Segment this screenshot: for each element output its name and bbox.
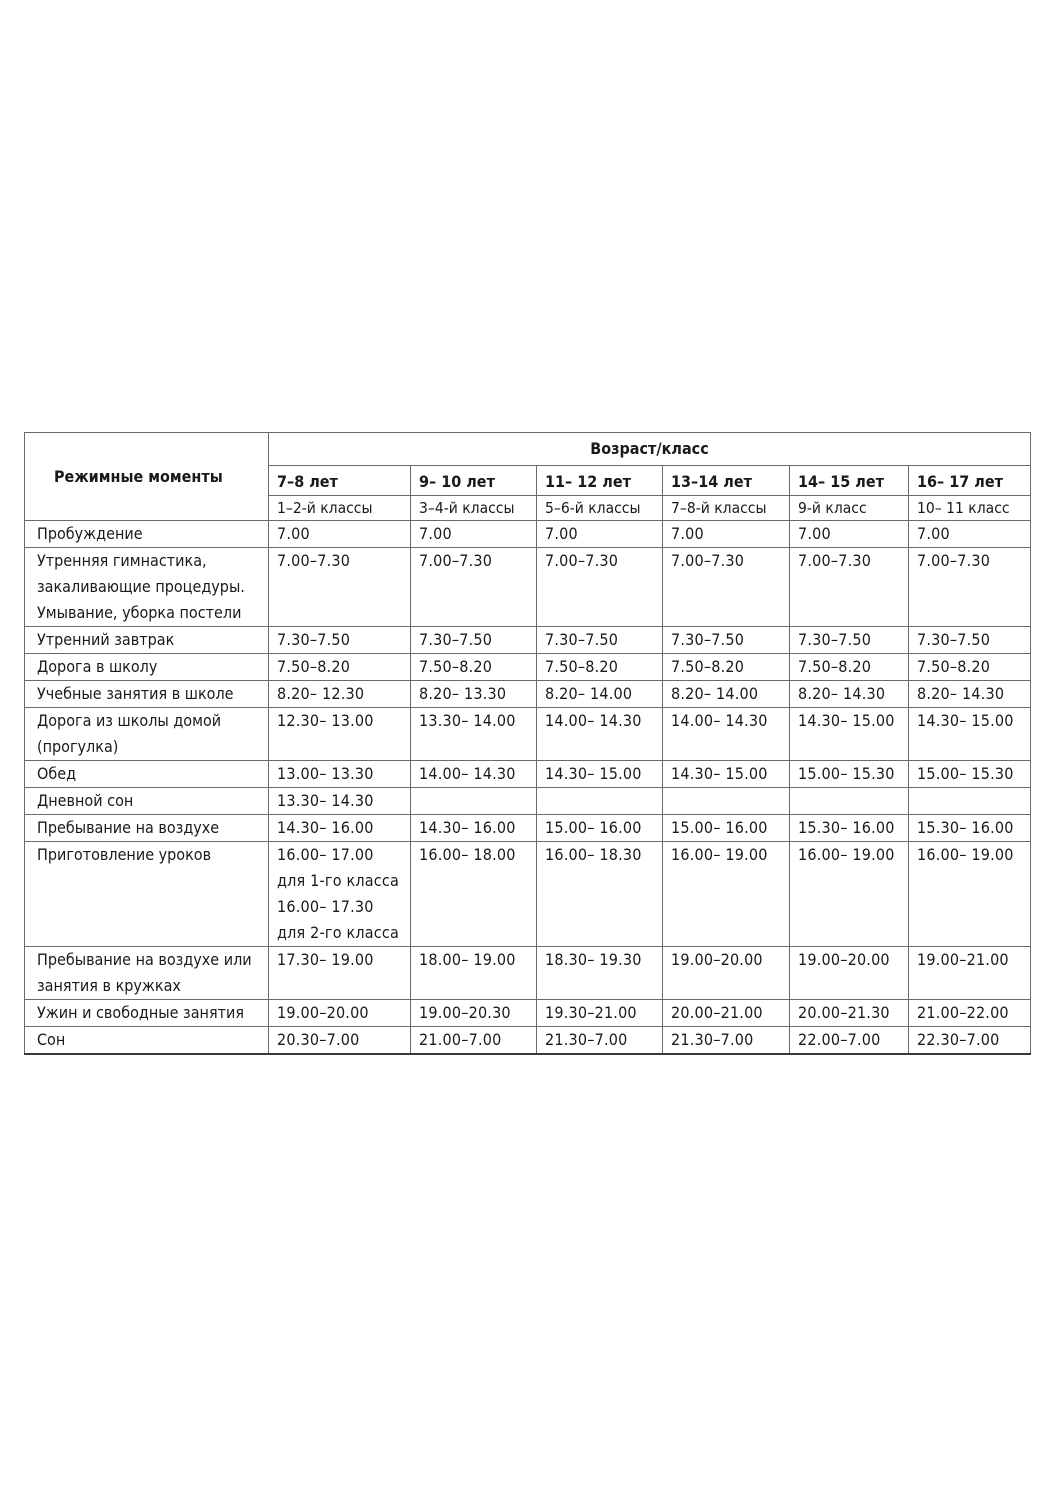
routine-label-cell [25, 1027, 269, 1055]
age-header: 16– 17 лет [909, 466, 1031, 496]
time-value: 19.00–20.30 [419, 1003, 511, 1022]
time-value: 7.50–8.20 [419, 657, 493, 676]
time-value: 7.00–7.30 [798, 551, 872, 570]
time-value: 15.00– 15.30 [917, 764, 1014, 783]
time-cell [411, 761, 537, 788]
routine-label-line: занятия в кружках [37, 976, 181, 995]
age-header: 7–8 лет [269, 466, 411, 496]
routine-label-line: Учебные занятия в школе [37, 684, 234, 703]
time-value: 15.00– 16.00 [545, 818, 642, 837]
routine-label-cell [25, 842, 269, 947]
time-cell [411, 788, 537, 815]
time-cell [790, 708, 909, 761]
table-row [25, 548, 1031, 627]
time-value: 22.30–7.00 [917, 1030, 1000, 1049]
time-value: 20.30–7.00 [277, 1030, 360, 1049]
table-row [25, 788, 1031, 815]
time-value: 7.00 [277, 524, 310, 543]
time-cell [909, 654, 1031, 681]
time-cell [909, 947, 1031, 1000]
time-value: 7.30–7.50 [419, 630, 493, 649]
time-cell [269, 788, 411, 815]
age-class-group-header: Возраст/класс [269, 433, 1031, 466]
time-cell [269, 681, 411, 708]
time-cell [269, 708, 411, 761]
time-cell [269, 654, 411, 681]
class-header: 7–8-й классы [663, 496, 790, 521]
corner-header: Режимные моменты [25, 433, 269, 521]
time-value: 16.00– 17.30 [277, 897, 374, 916]
time-value: 19.00–20.00 [798, 950, 890, 969]
time-value: 7.50–8.20 [917, 657, 991, 676]
class-header: 1–2-й классы [269, 496, 411, 521]
time-value: 16.00– 19.00 [671, 845, 768, 864]
time-cell [537, 842, 663, 947]
time-cell [909, 521, 1031, 548]
time-value: 16.00– 19.00 [917, 845, 1014, 864]
time-cell [411, 1027, 537, 1055]
time-value: 8.20– 13.30 [419, 684, 507, 703]
time-cell [909, 548, 1031, 627]
time-value: 7.50–8.20 [545, 657, 619, 676]
time-cell [269, 947, 411, 1000]
time-cell [790, 842, 909, 947]
time-value: 15.00– 16.00 [671, 818, 768, 837]
time-value: 7.30–7.50 [277, 630, 351, 649]
time-cell [663, 548, 790, 627]
time-value: 14.30– 15.00 [917, 711, 1014, 730]
routine-label-cell [25, 548, 269, 627]
time-value: 13.00– 13.30 [277, 764, 374, 783]
time-cell [537, 548, 663, 627]
time-cell [663, 1027, 790, 1055]
time-cell [537, 815, 663, 842]
time-value: 7.00–7.30 [917, 551, 991, 570]
time-cell [663, 842, 790, 947]
routine-label-cell [25, 815, 269, 842]
time-value: 14.00– 14.30 [671, 711, 768, 730]
time-cell [790, 681, 909, 708]
routine-label-line: Пребывание на воздухе или [37, 950, 252, 969]
time-value: 14.00– 14.30 [545, 711, 642, 730]
time-cell [269, 627, 411, 654]
time-cell [909, 1000, 1031, 1027]
time-value: 13.30– 14.30 [277, 791, 374, 810]
time-value: 21.30–7.00 [545, 1030, 628, 1049]
time-cell [909, 788, 1031, 815]
time-cell [909, 842, 1031, 947]
time-value: 16.00– 17.00 [277, 845, 374, 864]
time-value: 21.30–7.00 [671, 1030, 754, 1049]
time-cell [269, 1000, 411, 1027]
time-cell [663, 788, 790, 815]
time-cell [411, 548, 537, 627]
time-value: 14.30– 15.00 [545, 764, 642, 783]
time-value: 7.00–7.30 [545, 551, 619, 570]
time-cell [411, 521, 537, 548]
time-value: 20.00–21.00 [671, 1003, 763, 1022]
time-cell [411, 842, 537, 947]
time-cell [411, 815, 537, 842]
time-cell [269, 521, 411, 548]
time-value: 18.00– 19.00 [419, 950, 516, 969]
table-row [25, 627, 1031, 654]
time-value: 7.30–7.50 [917, 630, 991, 649]
time-cell [790, 654, 909, 681]
time-cell [663, 1000, 790, 1027]
table-row [25, 761, 1031, 788]
table-row [25, 654, 1031, 681]
time-cell [537, 1027, 663, 1055]
routine-label-line: Обед [37, 764, 77, 783]
time-cell [537, 654, 663, 681]
time-value: 20.00–21.30 [798, 1003, 890, 1022]
time-cell [663, 947, 790, 1000]
time-cell [411, 1000, 537, 1027]
time-value: 7.00 [798, 524, 831, 543]
routine-label-line: Утренняя гимнастика, [37, 551, 207, 570]
routine-label-cell [25, 681, 269, 708]
time-cell [790, 627, 909, 654]
time-value: 16.00– 19.00 [798, 845, 895, 864]
time-value: 7.50–8.20 [277, 657, 351, 676]
routine-label-cell [25, 708, 269, 761]
time-value: 14.30– 16.00 [277, 818, 374, 837]
time-cell [537, 521, 663, 548]
time-value: 7.00–7.30 [671, 551, 745, 570]
routine-label-line: закаливающие процедуры. [37, 577, 245, 596]
class-header: 3–4-й классы [411, 496, 537, 521]
time-value: 16.00– 18.00 [419, 845, 516, 864]
table-row [25, 521, 1031, 548]
routine-label-line: Дорога из школы домой [37, 711, 222, 730]
table-row [25, 708, 1031, 761]
time-cell [269, 842, 411, 947]
time-value: 14.30– 16.00 [419, 818, 516, 837]
time-value: 8.20– 14.00 [545, 684, 633, 703]
time-value: 7.30–7.50 [671, 630, 745, 649]
time-cell [411, 708, 537, 761]
time-value: 14.30– 15.00 [671, 764, 768, 783]
time-cell [909, 815, 1031, 842]
time-cell [909, 761, 1031, 788]
time-cell [790, 1000, 909, 1027]
time-value: 14.30– 15.00 [798, 711, 895, 730]
age-header: 14– 15 лет [790, 466, 909, 496]
routine-label-cell [25, 654, 269, 681]
class-header: 9-й класс [790, 496, 909, 521]
time-cell [790, 521, 909, 548]
time-cell [663, 761, 790, 788]
time-cell [537, 627, 663, 654]
time-cell [663, 654, 790, 681]
time-cell [663, 815, 790, 842]
time-value: 14.00– 14.30 [419, 764, 516, 783]
time-value: 21.00–7.00 [419, 1030, 502, 1049]
time-value: 17.30– 19.00 [277, 950, 374, 969]
time-value: для 1-го класса [277, 871, 400, 890]
routine-label-line: Ужин и свободные занятия [37, 1003, 244, 1022]
time-value: 7.00 [917, 524, 950, 543]
time-value: 21.00–22.00 [917, 1003, 1009, 1022]
routine-label-cell [25, 627, 269, 654]
time-cell [909, 708, 1031, 761]
time-value: 7.00–7.30 [419, 551, 493, 570]
routine-label-line: Пробуждение [37, 524, 143, 543]
routine-label-line: Пребывание на воздухе [37, 818, 220, 837]
time-value: 8.20– 12.30 [277, 684, 365, 703]
routine-label-cell [25, 788, 269, 815]
routine-label-cell [25, 947, 269, 1000]
routine-label-cell [25, 521, 269, 548]
table-row [25, 681, 1031, 708]
time-cell [663, 708, 790, 761]
time-cell [537, 681, 663, 708]
time-cell [411, 947, 537, 1000]
time-value: 13.30– 14.00 [419, 711, 516, 730]
time-cell [790, 548, 909, 627]
table-row [25, 815, 1031, 842]
age-header: 13–14 лет [663, 466, 790, 496]
table-header [25, 433, 1031, 521]
time-cell [663, 521, 790, 548]
time-value: 19.00–21.00 [917, 950, 1009, 969]
time-value: 7.00 [671, 524, 704, 543]
time-value: 7.50–8.20 [671, 657, 745, 676]
time-cell [790, 761, 909, 788]
time-value: 7.00 [545, 524, 578, 543]
time-value: 7.50–8.20 [798, 657, 872, 676]
age-header: 9– 10 лет [411, 466, 537, 496]
routine-label-cell [25, 761, 269, 788]
time-value: 15.30– 16.00 [798, 818, 895, 837]
time-cell [411, 681, 537, 708]
time-cell [909, 1027, 1031, 1055]
time-cell [269, 815, 411, 842]
time-cell [411, 627, 537, 654]
time-cell [537, 788, 663, 815]
time-cell [790, 947, 909, 1000]
routine-label-line: Дневной сон [37, 791, 134, 810]
time-value: 19.30–21.00 [545, 1003, 637, 1022]
time-value: 19.00–20.00 [277, 1003, 369, 1022]
time-cell [537, 761, 663, 788]
time-cell [537, 1000, 663, 1027]
routine-label-line: Дорога в школу [37, 657, 158, 676]
time-value: 7.30–7.50 [545, 630, 619, 649]
time-value: для 2-го класса [277, 923, 400, 942]
time-cell [909, 681, 1031, 708]
time-cell [909, 627, 1031, 654]
time-value: 7.00–7.30 [277, 551, 351, 570]
table-row [25, 1000, 1031, 1027]
routine-label-line: (прогулка) [37, 737, 119, 756]
time-cell [269, 1027, 411, 1055]
time-value: 15.30– 16.00 [917, 818, 1014, 837]
routine-label-cell [25, 1000, 269, 1027]
time-cell [790, 788, 909, 815]
time-cell [663, 681, 790, 708]
time-value: 8.20– 14.30 [798, 684, 886, 703]
time-value: 7.00 [419, 524, 452, 543]
time-cell [537, 708, 663, 761]
time-cell [790, 1027, 909, 1055]
class-header: 5–6-й классы [537, 496, 663, 521]
time-cell [269, 761, 411, 788]
time-cell [269, 548, 411, 627]
routine-label-line: Утренний завтрак [37, 630, 175, 649]
routine-label-line: Приготовление уроков [37, 845, 212, 864]
table-body [25, 521, 1031, 1055]
routine-label-line: Сон [37, 1030, 66, 1049]
time-value: 7.30–7.50 [798, 630, 872, 649]
table-row [25, 947, 1031, 1000]
time-value: 8.20– 14.00 [671, 684, 759, 703]
class-header: 10– 11 класс [909, 496, 1031, 521]
time-cell [537, 947, 663, 1000]
time-value: 15.00– 15.30 [798, 764, 895, 783]
daily-schedule-table [24, 432, 1031, 1055]
time-value: 12.30– 13.00 [277, 711, 374, 730]
time-cell [411, 654, 537, 681]
header-row-group [25, 433, 1031, 466]
time-value: 8.20– 14.30 [917, 684, 1005, 703]
time-value: 22.00–7.00 [798, 1030, 881, 1049]
table-row [25, 842, 1031, 947]
routine-label-line: Умывание, уборка постели [37, 603, 242, 622]
time-value: 18.30– 19.30 [545, 950, 642, 969]
table-row [25, 1027, 1031, 1055]
time-value: 19.00–20.00 [671, 950, 763, 969]
time-value: 16.00– 18.30 [545, 845, 642, 864]
age-header: 11– 12 лет [537, 466, 663, 496]
time-cell [663, 627, 790, 654]
time-cell [790, 815, 909, 842]
